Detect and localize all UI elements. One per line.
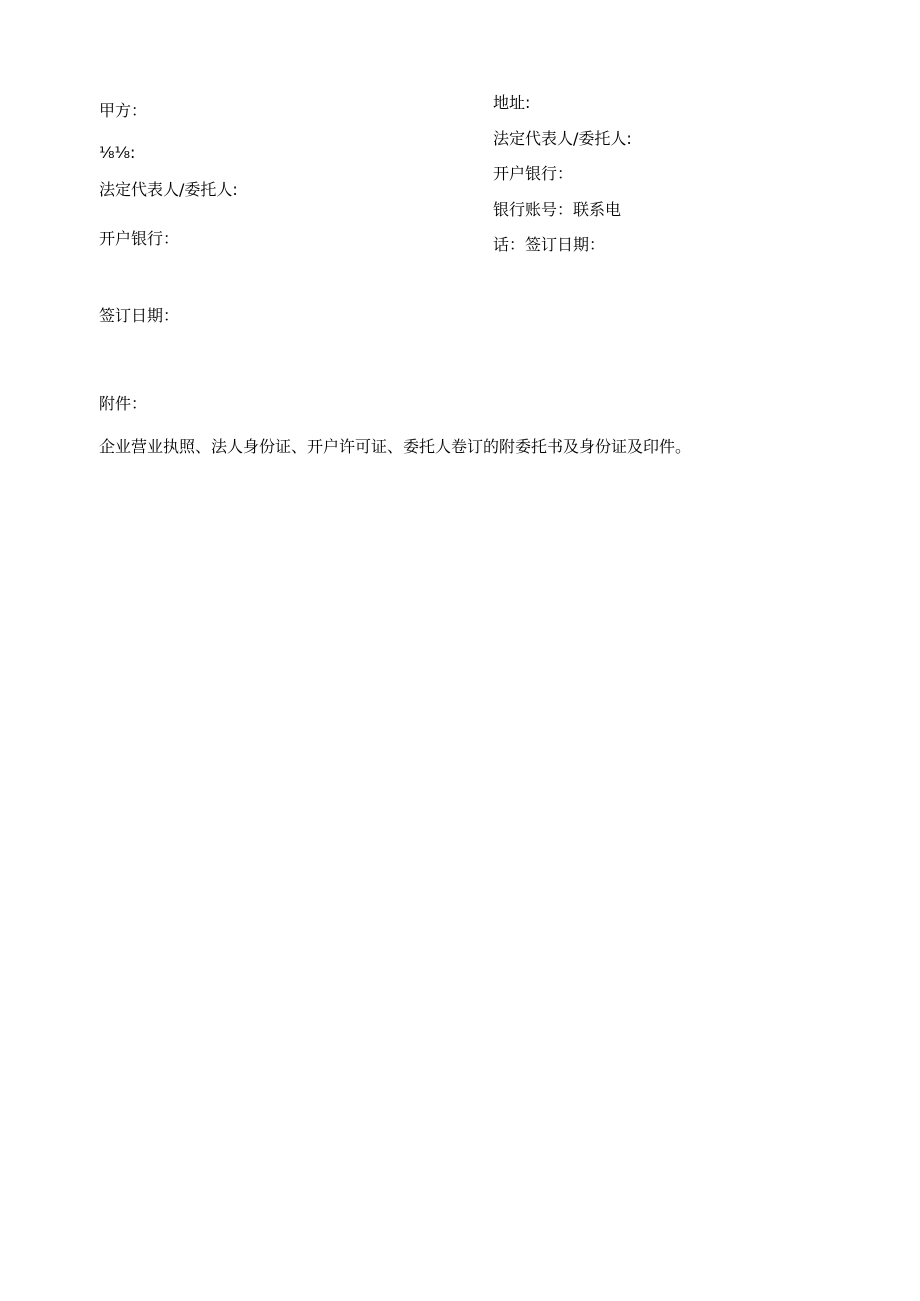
party-a-label: 甲方： [99, 101, 148, 120]
party-b-legal-rep-label: 法定代表人/委托人: [493, 129, 632, 148]
garbled-label: ⅛⅛: [99, 143, 136, 162]
sign-date-label: 签订日期： [99, 306, 180, 325]
party-b-address-label: 地址: [493, 93, 531, 112]
attachments-label: 附件： [99, 394, 148, 413]
party-b-phone-date-label: 话：签订日期： [493, 235, 606, 254]
party-a-bank-label: 开户银行： [99, 229, 180, 248]
party-a-legal-rep-label: 法定代表人/委托人: [99, 180, 238, 199]
attachments-content: 企业营业执照、法人身份证、开户许可证、委托人卷订的附委托书及身份证及印件。 [99, 437, 692, 456]
party-b-bank-label: 开户银行： [493, 164, 574, 183]
party-b-account-phone-label: 银行账号：联系电 [493, 200, 622, 219]
